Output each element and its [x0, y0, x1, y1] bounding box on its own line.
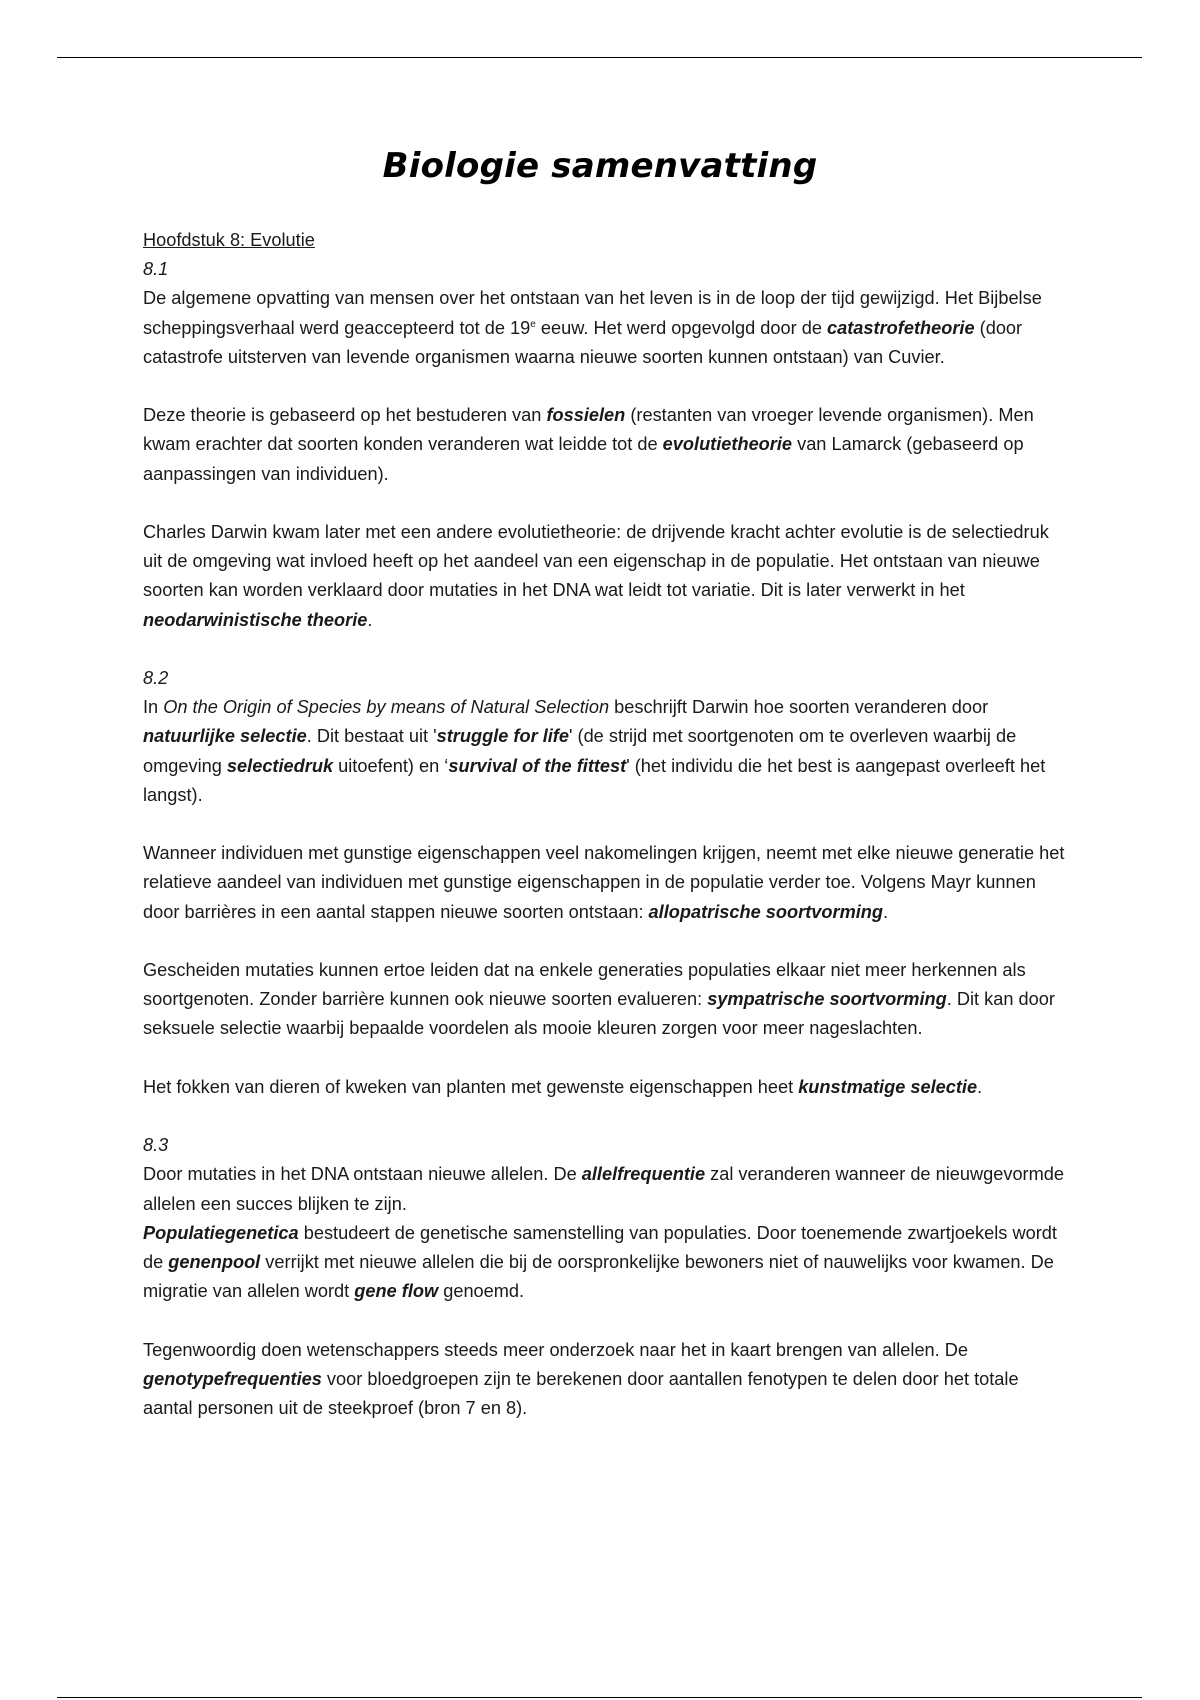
header-rule [57, 57, 1142, 58]
paragraph: Populatiegenetica bestudeert de genetische samenstelling van populaties. Door toenemende zwartjoekels wordt de genenpool verrijkt met nieuwe allelen die bij de oorspronkelijke bewoners niet of nauwelijks voor kwamen. De migratie van allelen wordt gene flow genoemd. [143, 1222, 1057, 1302]
paragraph: Wanneer individuen met gunstige eigenschappen veel nakomelingen krijgen, neemt met elke nieuwe generatie het relatieve aandeel van individuen met gunstige eigenschappen in de populatie verder toe. Volgens Mayr kunnen door barrières in een aantal stappen nieuwe soorten ontstaan: allopatrische soortvorming. [143, 843, 1065, 922]
key-term: genenpool [168, 1252, 261, 1272]
key-term: catastrofetheorie [827, 317, 975, 338]
key-term: neodarwinistische theorie [143, 609, 368, 630]
key-term: gene flow [354, 1281, 439, 1302]
key-term: fossielen [546, 405, 626, 426]
paragraph: De algemene opvatting van mensen over het ontstaan van het leven is in de loop der tijd gewijzigd. Het Bijbelse scheppingsverhaal werd geaccepteerd tot de 19e eeuw. Het werd opgevolgd door de catastrofetheorie (door catastrofe uitsterven van levende organismen waarna nieuwe soorten kunnen ontstaan) van Cuvier. [143, 288, 1042, 367]
paragraph: In On the Origin of Species by means of Natural Selection beschrijft Darwin hoe soorten veranderen door natuurlijke selectie. Dit bestaat uit 'struggle for life' (de strijd met soortgenoten om te overleven waarbij de omgeving selectiedruk uitoefent) en ‘survival of the fittest' (het individu die het best is aangepast overleeft het langst). [143, 697, 1046, 805]
key-term: struggle for life [436, 726, 569, 747]
section-heading-8-1: 8.1 [143, 259, 169, 280]
key-term: selectiedruk [226, 755, 334, 776]
paragraph: Charles Darwin kwam later met een andere evolutietheorie: de drijvende kracht achter evolutie is de selectiedruk uit de omgeving wat invloed heeft op het aandeel van een eigenschap in de populatie. Het ontstaan van nieuwe soorten kan worden verklaard door mutaties in het DNA wat leidt tot variatie. Dit is later verwerkt in het neodarwinistische theorie. [143, 522, 1049, 630]
key-term: allopatrische soortvorming [648, 901, 884, 922]
key-term: sympatrische soortvorming [707, 989, 947, 1010]
paragraph: Het fokken van dieren of kweken van planten met gewenste eigenschappen heet kunstmatige selectie. [143, 1076, 983, 1097]
section-heading-8-2: 8.2 [143, 668, 169, 688]
key-term: genotypefrequenties [143, 1368, 322, 1389]
key-term: natuurlijke selectie [143, 726, 307, 747]
document-body [143, 226, 1073, 1423]
key-term: allelfrequentie [581, 1164, 706, 1185]
paragraph: Door mutaties in het DNA ontstaan nieuwe allelen. De allelfrequentie zal veranderen wanneer de nieuwgevormde allelen een succes blijken te zijn. [143, 1164, 1064, 1214]
paragraph: Gescheiden mutaties kunnen ertoe leiden dat na enkele generaties populaties elkaar niet meer herkennen als soortgenoten. Zonder barrière kunnen ook nieuwe soorten evalueren: sympatrische soortvorming. Dit kan door seksuele selectie waarbij bepaalde voordelen als mooie kleuren zorgen voor meer nageslachten. [143, 960, 1055, 1039]
key-term: kunstmatige selectie [798, 1076, 978, 1097]
key-term: survival of the fittest [448, 755, 627, 776]
section-heading-8-3: 8.3 [143, 1135, 169, 1156]
key-term: evolutietheorie [662, 434, 793, 455]
chapter-heading: Hoofdstuk 8: Evolutie [143, 230, 315, 250]
footer-rule [57, 1697, 1142, 1698]
key-term: Populatiegenetica [143, 1222, 299, 1243]
paragraph: Deze theorie is gebaseerd op het bestuderen van fossielen (restanten van vroeger levende organismen). Men kwam erachter dat soorten konden veranderen wat leidde tot de evolutietheorie van Lamarck (gebaseerd op aanpassingen van individuen). [143, 405, 1034, 484]
book-title: On the Origin of Species by means of Natural Selection [163, 697, 610, 718]
paragraph: Tegenwoordig doen wetenschappers steeds meer onderzoek naar het in kaart brengen van allelen. De genotypefrequenties voor bloedgroepen zijn te berekenen door aantallen fenotypen te delen door het totale aantal personen uit de steekproef (bron 7 en 8). [143, 1339, 1019, 1418]
document-title: Biologie samenvatting [382, 146, 818, 186]
